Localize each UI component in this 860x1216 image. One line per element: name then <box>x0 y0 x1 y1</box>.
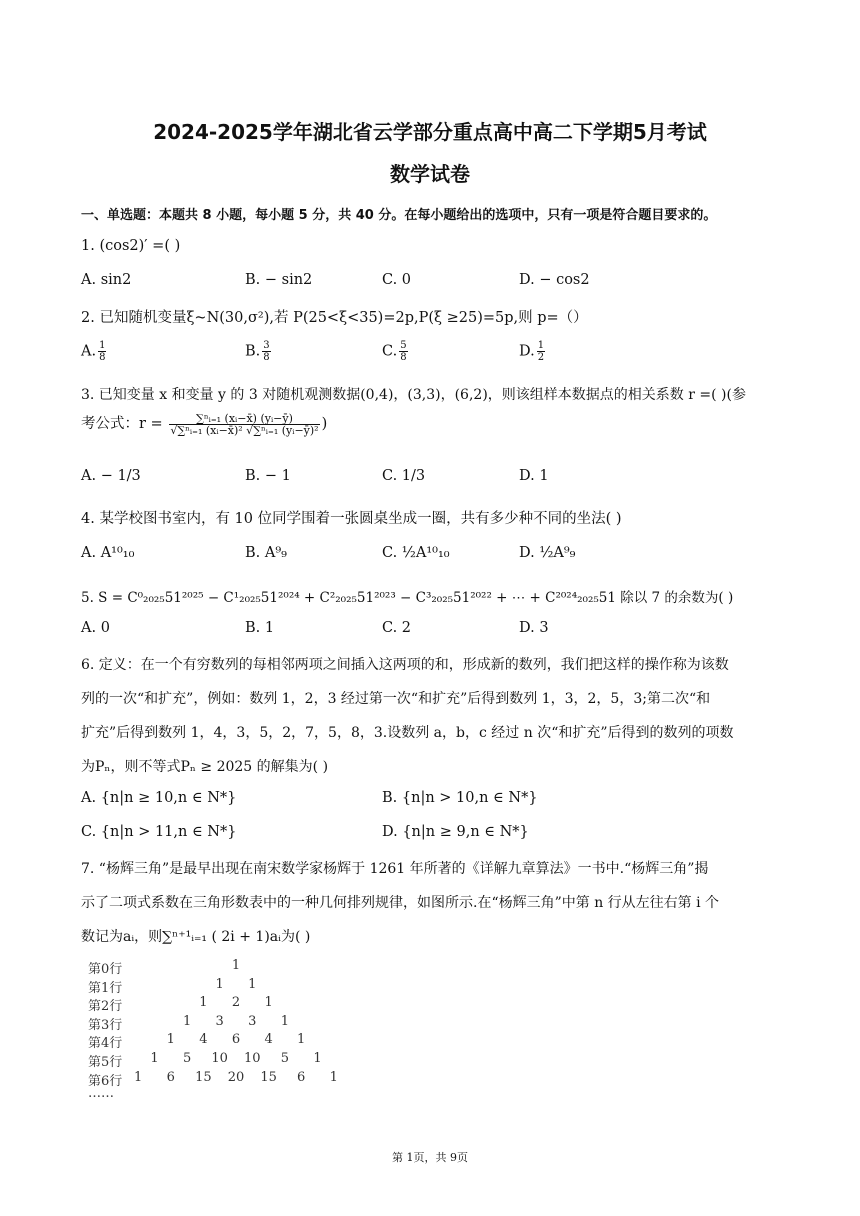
q6-option-b: B. {n|n > 10,n ∈ N*} <box>382 790 538 806</box>
option-letter: A. <box>81 343 97 360</box>
triangle-number: 1 <box>231 958 241 973</box>
triangle-number: 6 <box>231 1032 241 1048</box>
triangle-number: 4 <box>264 1032 273 1048</box>
question-7-line-1: 7. “杨辉三角”是最早出现在南宋数学家杨辉于 1261 年所著的《详解九章算法》一书中.“杨辉三角”揭 <box>81 861 709 877</box>
numerator: 1 <box>99 340 106 351</box>
exam-title: 2024-2025学年湖北省云学部分重点高中高二下学期5月考试 <box>153 120 707 144</box>
triangle-number: 3 <box>248 1013 257 1029</box>
triangle-number: 1 <box>329 1069 338 1085</box>
triangle-number: 5 <box>280 1051 290 1066</box>
q4-option-b: B. A⁹₉ <box>245 545 287 561</box>
question-6-line-3: 扩充”后得到数列 1，4，3，5，2，7，5，8，3.设数列 a，b，c 经过 n 次“和扩充”后得到的数列的项数 <box>81 725 734 741</box>
q5-option-d: D. 3 <box>519 620 549 636</box>
triangle-number: 1 <box>166 1032 175 1048</box>
formula-numerator: ∑ⁿᵢ₌₁ (xᵢ−x̄) (yᵢ−ȳ) <box>169 413 319 425</box>
triangle-row-label: 第6行 <box>88 1073 123 1089</box>
triangle-number: 1 <box>248 976 257 992</box>
triangle-number: 1 <box>313 1051 322 1066</box>
option-letter: C. <box>382 343 398 360</box>
triangle-number: 2 <box>231 995 241 1011</box>
triangle-number: 4 <box>199 1032 208 1048</box>
triangle-number: 10 <box>211 1051 228 1066</box>
triangle-row-label: 第2行 <box>88 999 123 1015</box>
triangle-number: 10 <box>244 1051 261 1066</box>
q3-option-a: A. − 1/3 <box>81 468 141 484</box>
triangle-number: 1 <box>134 1069 143 1085</box>
q3-option-c: C. 1/3 <box>382 468 426 484</box>
page-footer: 第 1页，共 9页 <box>392 1151 468 1164</box>
triangle-ellipsis: …… <box>88 1086 114 1102</box>
question-6-line-2: 列的一次“和扩充”，例如：数列 1，2，3 经过第一次“和扩充”后得到数列 1，3，2，5，3;第二次“和 <box>81 691 711 707</box>
q5-option-c: C. 2 <box>382 620 412 636</box>
q6-option-a: A. {n|n ≥ 10,n ∈ N*} <box>81 790 237 806</box>
numerator: 1 <box>537 340 545 351</box>
option-letter: B. <box>245 343 261 360</box>
question-6-line-4: 为Pₙ，则不等式Pₙ ≥ 2025 的解集为( ) <box>81 759 329 775</box>
option-letter: D. <box>519 343 535 360</box>
q5-option-a: A. 0 <box>81 620 110 636</box>
triangle-number: 1 <box>215 976 224 992</box>
q6-option-c: C. {n|n > 11,n ∈ N*} <box>81 824 237 840</box>
triangle-number: 6 <box>166 1069 175 1085</box>
denominator: 8 <box>263 352 270 363</box>
triangle-row-label: 第3行 <box>88 1017 123 1033</box>
triangle-row-label: 第4行 <box>88 1036 123 1052</box>
q3-option-b: B. − 1 <box>245 468 291 484</box>
question-2-stem: 2. 已知随机变量ξ~N(30,σ²),若 P(25<ξ<35)=2p,P(ξ ≥25)=5p,则 p=（） <box>81 310 588 326</box>
triangle-number: 15 <box>260 1069 277 1085</box>
formula-denominator: √∑ⁿᵢ₌₁ (xᵢ−x̄)² √∑ⁿᵢ₌₁ (yᵢ−ȳ)² <box>170 423 319 437</box>
question-1-stem: 1. (cos2)′ =( ) <box>81 238 181 254</box>
question-6-line-1: 6. 定义：在一个有穷数列的每相邻两项之间插入这两项的和，形成新的数列，我们把这样的操作称为该数 <box>81 657 729 673</box>
triangle-number: 3 <box>215 1013 224 1029</box>
triangle-number: 15 <box>195 1069 212 1085</box>
triangle-number: 6 <box>297 1069 306 1085</box>
triangle-number: 1 <box>264 995 273 1011</box>
question-7-line-2: 示了二项式系数在三角形数表中的一种几何排列规律，如图所示.在“杨辉三角”中第 n 行从左往右第 i 个 <box>81 895 720 911</box>
triangle-row-label: 第1行 <box>88 980 123 996</box>
numerator: 5 <box>400 340 407 351</box>
question-7-line-3: 数记为aᵢ，则∑ⁿ⁺¹ᵢ₌₁ ( 2i + 1)aᵢ为( ) <box>81 929 311 945</box>
exam-subtitle: 数学试卷 <box>390 162 470 186</box>
question-3-stem: 3. 已知变量 x 和变量 y 的 3 对随机观测数据(0,4)，(3,3)，(6,2)，则该组样本数据点的相关系数 r =( )(参 <box>81 387 746 403</box>
q4-option-d: D. ½A⁹₉ <box>519 545 576 561</box>
denominator: 2 <box>537 352 545 363</box>
q1-option-b: B. − sin2 <box>245 272 313 288</box>
triangle-row-label: 第5行 <box>88 1055 123 1070</box>
q4-option-a: A. A¹⁰₁₀ <box>81 545 135 561</box>
q4-option-c: C. ½A¹⁰₁₀ <box>382 545 450 561</box>
denominator: 8 <box>99 352 106 363</box>
q3-option-d: D. 1 <box>519 468 549 484</box>
q1-option-d: D. − cos2 <box>519 272 590 288</box>
denominator: 8 <box>400 352 407 363</box>
triangle-number: 1 <box>182 1013 192 1029</box>
q1-option-c: C. 0 <box>382 272 412 288</box>
q5-option-b: B. 1 <box>245 620 275 636</box>
formula-prefix: 考公式：r = <box>81 416 163 432</box>
q6-option-d: D. {n|n ≥ 9,n ∈ N*} <box>382 824 529 840</box>
question-4-stem: 4. 某学校图书室内，有 10 位同学围着一张圆桌坐成一圈，共有多少种不同的坐法( ) <box>81 511 622 527</box>
q1-option-a: A. sin2 <box>81 272 132 288</box>
triangle-number: 1 <box>280 1013 290 1029</box>
numerator: 3 <box>263 340 270 351</box>
triangle-row-label: 第0行 <box>88 962 123 977</box>
question-5-stem: 5. S = C⁰₂₀₂₅51²⁰²⁵ − C¹₂₀₂₅51²⁰²⁴ + C²₂₀₂₅51²⁰²³ − C³₂₀₂₅51²⁰²² + ⋯ + C²⁰²⁴₂₀₂₅51 除以 7 的余数为( ) <box>81 590 734 606</box>
triangle-number: 1 <box>199 995 208 1011</box>
formula-suffix: ) <box>321 416 328 432</box>
triangle-number: 20 <box>227 1069 245 1085</box>
section-heading: 一、单选题：本题共 8 小题，每小题 5 分，共 40 分。在每小题给出的选项中，只有一项是符合题目要求的。 <box>81 208 717 223</box>
triangle-number: 1 <box>297 1032 306 1048</box>
triangle-number: 1 <box>150 1051 159 1066</box>
triangle-number: 5 <box>182 1051 192 1066</box>
